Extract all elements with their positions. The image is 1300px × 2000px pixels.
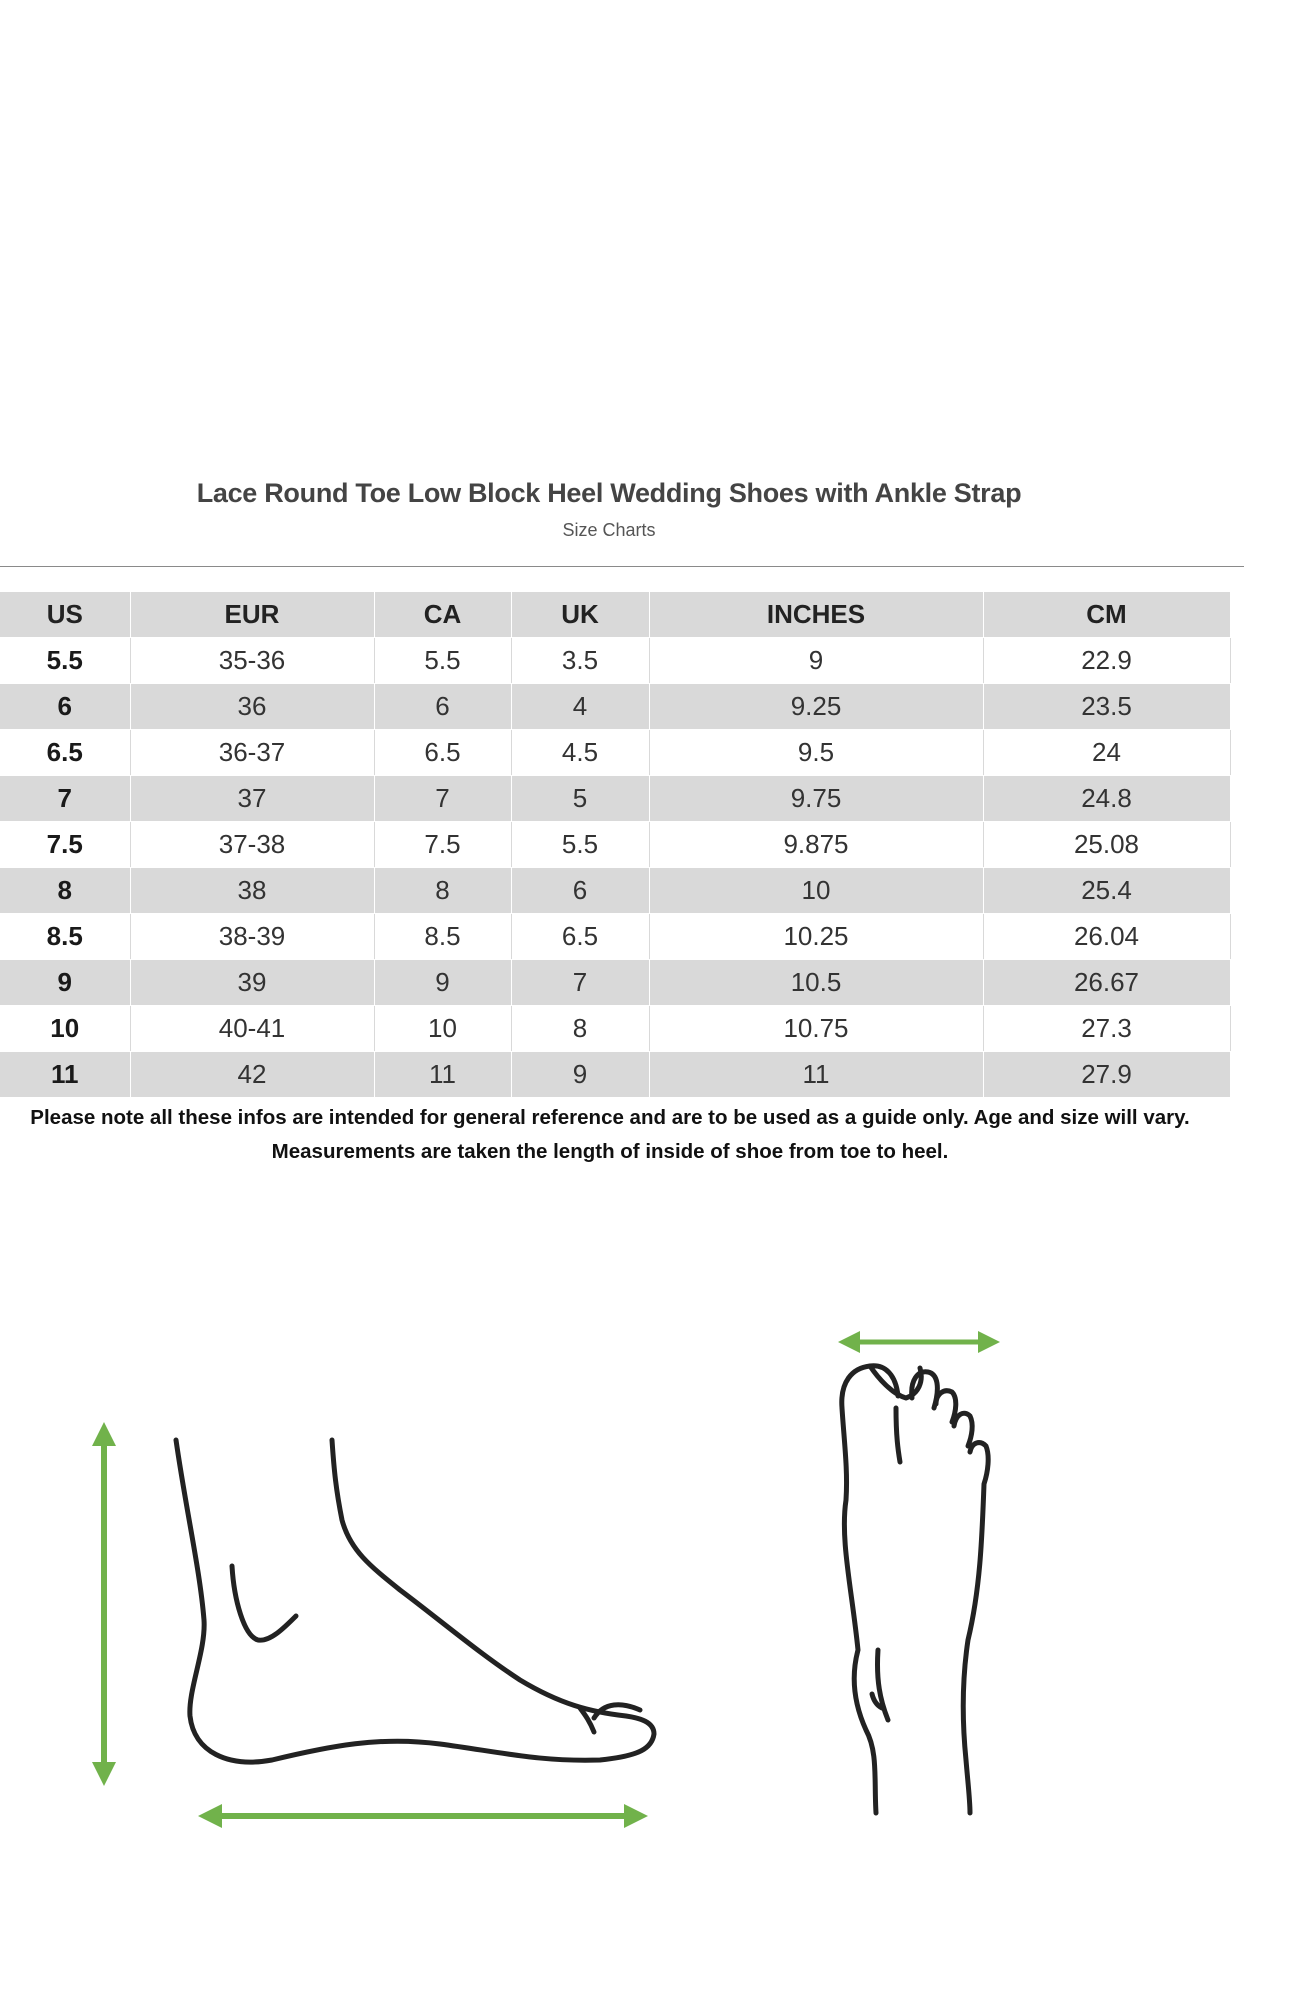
cell-us: 6.5 — [0, 730, 130, 776]
cell-ca: 5.5 — [374, 638, 511, 684]
table-row — [0, 776, 1230, 822]
cell-inches: 10.25 — [649, 914, 983, 960]
column-header-cm: CM — [983, 592, 1230, 638]
cell-uk: 5 — [511, 776, 649, 822]
cell-ca: 6 — [374, 684, 511, 730]
size-chart-table — [0, 592, 1231, 1098]
cell-us: 9 — [0, 960, 130, 1006]
cell-inches: 11 — [649, 1052, 983, 1098]
cell-ca: 9 — [374, 960, 511, 1006]
cell-eur: 36-37 — [130, 730, 374, 776]
cell-cm: 25.08 — [983, 822, 1230, 868]
foot-top-view-icon — [842, 1366, 988, 1813]
cell-ca: 7 — [374, 776, 511, 822]
cell-inches: 10 — [649, 868, 983, 914]
column-header-ca: CA — [374, 592, 511, 638]
cell-us: 7 — [0, 776, 130, 822]
table-row — [0, 1006, 1230, 1052]
width-arrow-icon — [838, 1331, 1000, 1353]
cell-cm: 27.9 — [983, 1052, 1230, 1098]
cell-uk: 5.5 — [511, 822, 649, 868]
table-row — [0, 822, 1230, 868]
cell-cm: 26.04 — [983, 914, 1230, 960]
cell-eur: 40-41 — [130, 1006, 374, 1052]
cell-inches: 9.875 — [649, 822, 983, 868]
table-row — [0, 914, 1230, 960]
page-title: Lace Round Toe Low Block Heel Wedding Shoes with Ankle Strap — [196, 478, 1022, 508]
cell-eur: 38-39 — [130, 914, 374, 960]
column-header-us: US — [0, 592, 130, 638]
cell-eur: 37 — [130, 776, 374, 822]
cell-cm: 26.67 — [983, 960, 1230, 1006]
cell-eur: 37-38 — [130, 822, 374, 868]
cell-ca: 10 — [374, 1006, 511, 1052]
title-divider — [0, 566, 1244, 567]
cell-cm: 22.9 — [983, 638, 1230, 684]
table-row — [0, 730, 1230, 776]
cell-eur: 39 — [130, 960, 374, 1006]
foot-measurement-illustration — [0, 1280, 1300, 1840]
page-subtitle: Size Charts — [562, 520, 656, 540]
table-row — [0, 1052, 1230, 1098]
cell-us: 6 — [0, 684, 130, 730]
length-arrow-icon — [198, 1804, 648, 1828]
cell-eur: 35-36 — [130, 638, 374, 684]
cell-uk: 8 — [511, 1006, 649, 1052]
cell-us: 5.5 — [0, 638, 130, 684]
cell-uk: 6 — [511, 868, 649, 914]
cell-inches: 9.25 — [649, 684, 983, 730]
cell-uk: 9 — [511, 1052, 649, 1098]
cell-cm: 27.3 — [983, 1006, 1230, 1052]
cell-us: 10 — [0, 1006, 130, 1052]
cell-cm: 25.4 — [983, 868, 1230, 914]
cell-uk: 3.5 — [511, 638, 649, 684]
cell-us: 11 — [0, 1052, 130, 1098]
cell-eur: 36 — [130, 684, 374, 730]
cell-eur: 42 — [130, 1052, 374, 1098]
disclaimer-note: Please note all these infos are intended for general reference and are to be used as a guide only. Age and size will vary. — [30, 1106, 1190, 1129]
cell-ca: 8.5 — [374, 914, 511, 960]
cell-cm: 24.8 — [983, 776, 1230, 822]
cell-uk: 4.5 — [511, 730, 649, 776]
height-arrow-icon — [92, 1422, 116, 1786]
cell-ca: 7.5 — [374, 822, 511, 868]
table-row — [0, 684, 1230, 730]
cell-cm: 23.5 — [983, 684, 1230, 730]
cell-ca: 6.5 — [374, 730, 511, 776]
table-row — [0, 638, 1230, 684]
foot-side-view-icon — [176, 1440, 654, 1762]
measurement-note: Measurements are taken the length of inside of shoe from toe to heel. — [271, 1140, 949, 1163]
cell-us: 7.5 — [0, 822, 130, 868]
cell-cm: 24 — [983, 730, 1230, 776]
column-header-uk: UK — [511, 592, 649, 638]
table-row — [0, 960, 1230, 1006]
cell-inches: 10.5 — [649, 960, 983, 1006]
cell-eur: 38 — [130, 868, 374, 914]
cell-uk: 7 — [511, 960, 649, 1006]
cell-us: 8.5 — [0, 914, 130, 960]
cell-inches: 10.75 — [649, 1006, 983, 1052]
column-header-eur: EUR — [130, 592, 374, 638]
cell-inches: 9.5 — [649, 730, 983, 776]
cell-us: 8 — [0, 868, 130, 914]
cell-uk: 4 — [511, 684, 649, 730]
table-header-row — [0, 592, 1230, 638]
column-header-inches: INCHES — [649, 592, 983, 638]
table-row — [0, 868, 1230, 914]
cell-inches: 9 — [649, 638, 983, 684]
cell-inches: 9.75 — [649, 776, 983, 822]
cell-ca: 11 — [374, 1052, 511, 1098]
cell-uk: 6.5 — [511, 914, 649, 960]
cell-ca: 8 — [374, 868, 511, 914]
